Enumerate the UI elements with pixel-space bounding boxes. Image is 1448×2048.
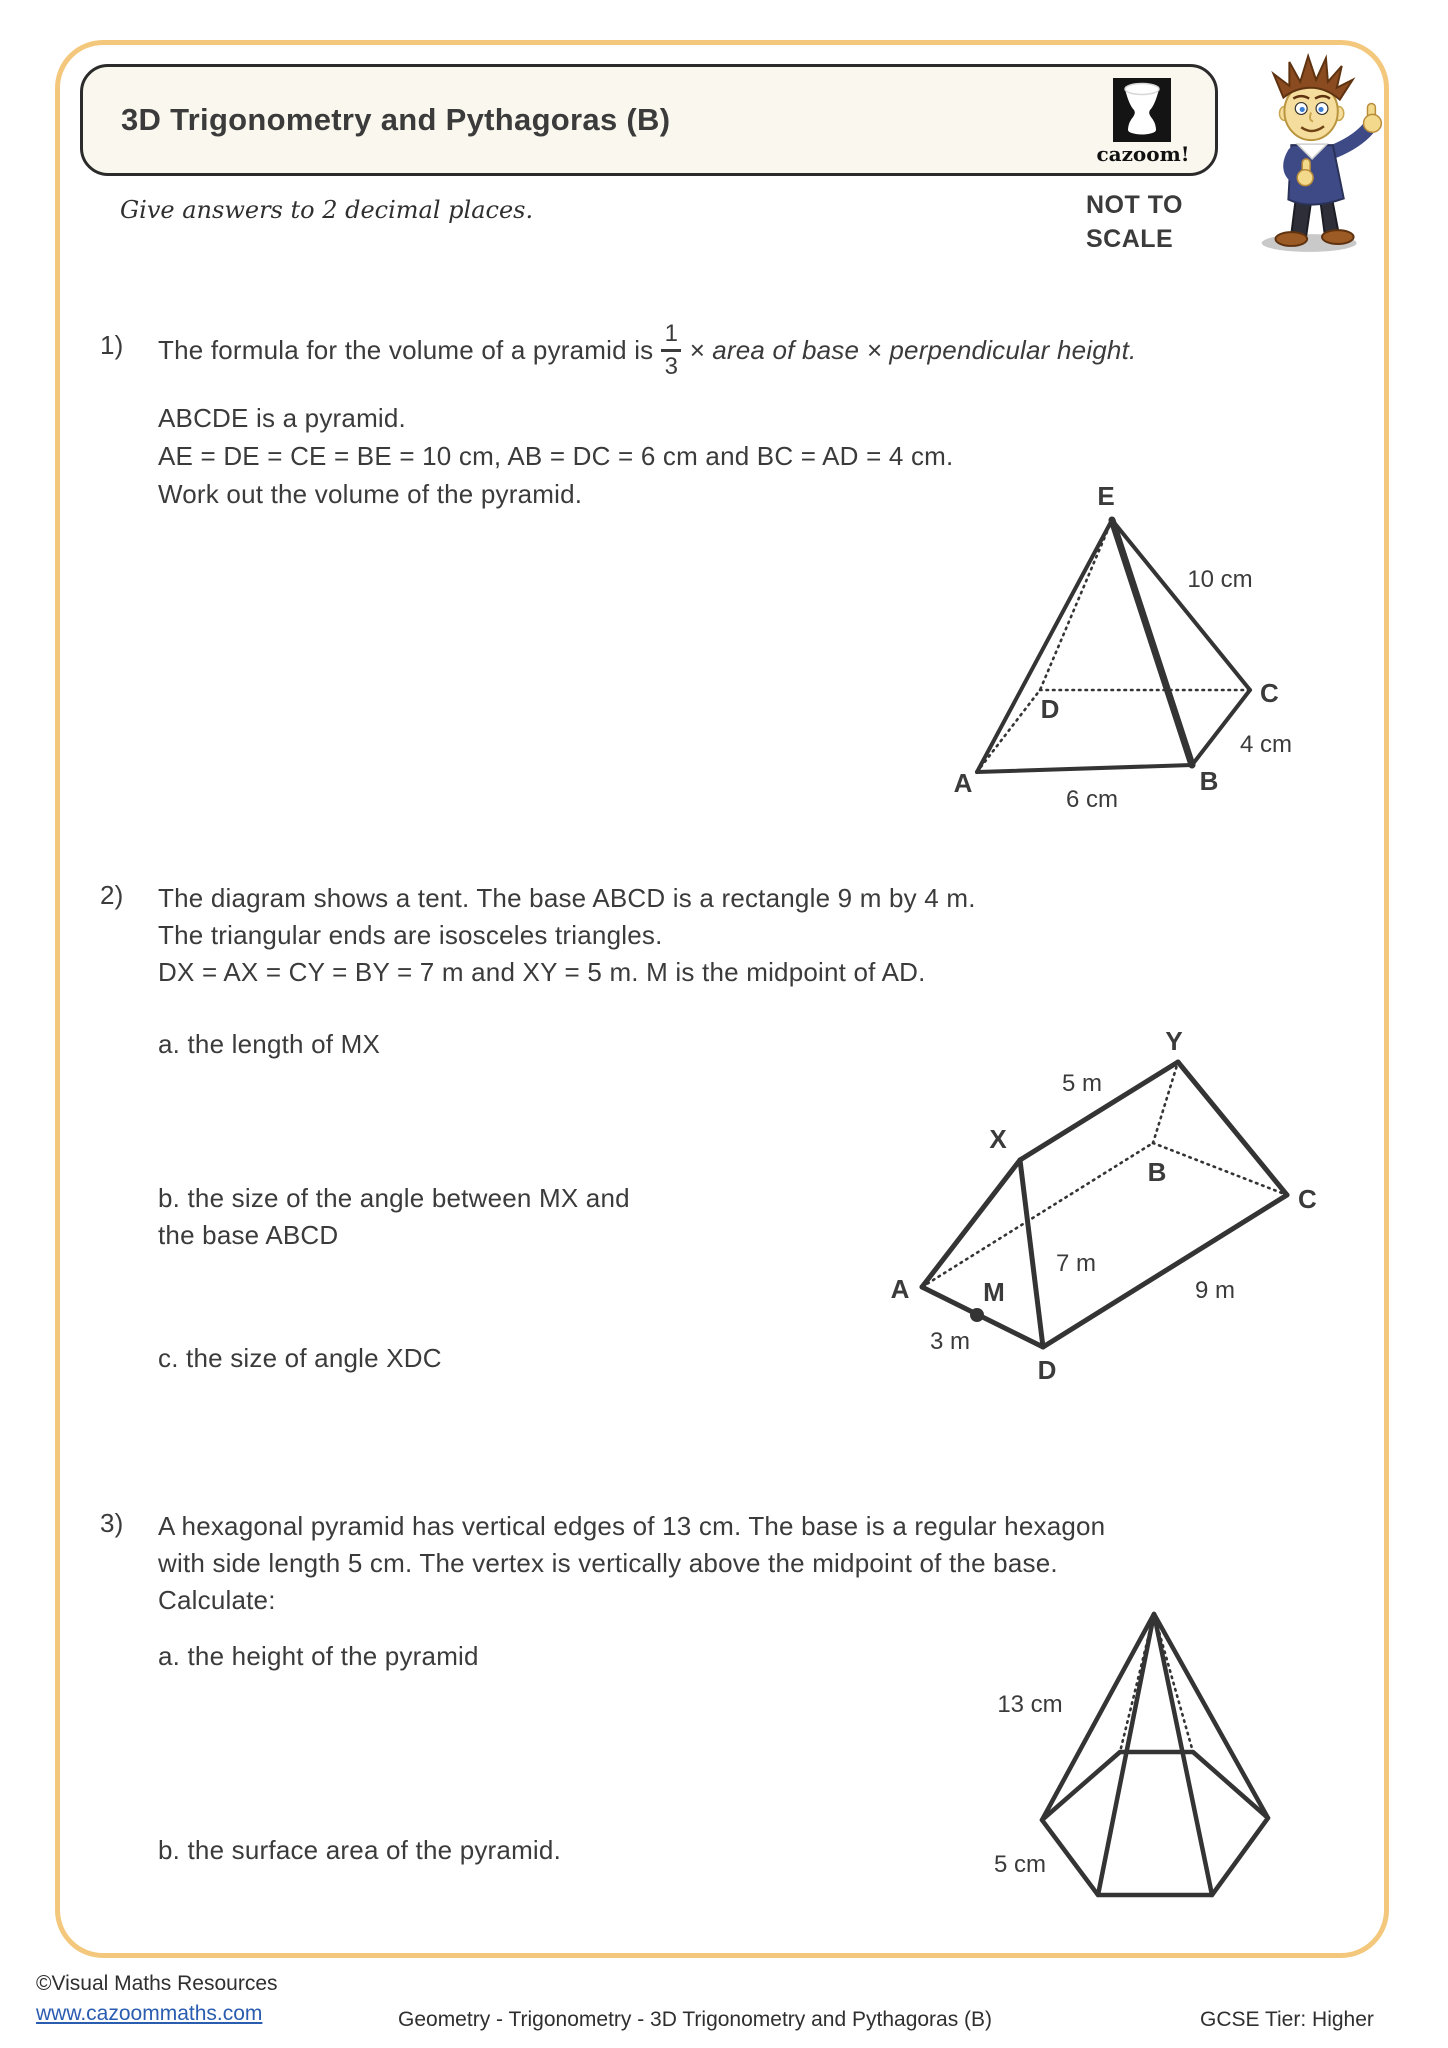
q2-line2: The triangular ends are isosceles triangles. — [158, 920, 663, 950]
q2-vertex-d-label: D — [1037, 1355, 1057, 1385]
instruction-text: Give answers to 2 decimal places. — [120, 196, 534, 224]
q2-part-b-line1: b. the size of the angle between MX and — [158, 1183, 630, 1213]
q1-solid-edges — [977, 520, 1253, 772]
q1-vertex-b-label: B — [1199, 766, 1219, 796]
q2-edge-xy-label: 5 m — [1061, 1070, 1103, 1097]
q2-vertex-y-label: Y — [1165, 1026, 1183, 1056]
fraction-one-third — [661, 322, 681, 379]
q2-part-b-line2: the base ABCD — [158, 1220, 339, 1250]
fraction-denominator: 3 — [664, 353, 679, 380]
q1-vertex-c-label: C — [1260, 678, 1279, 708]
q2-edge-am-label: 3 m — [929, 1328, 971, 1355]
q2-line1: The diagram shows a tent. The base ABCD is a rectangle 9 m by 4 m. — [158, 883, 976, 913]
q1-line3: AE = DE = CE = BE = 10 cm, AB = DC = 6 cm and BC = AD = 4 cm. — [158, 441, 954, 471]
q2-edge-xd-label: 7 m — [1055, 1250, 1097, 1277]
not-to-scale-line2: SCALE — [1086, 225, 1174, 253]
q2-tent-diagram — [880, 1015, 1340, 1400]
q1-vertex-a-label: A — [953, 768, 973, 798]
q2-part-c: c. the size of angle XDC — [158, 1343, 442, 1373]
q1-edge-ab-label: 6 cm — [1065, 786, 1119, 813]
mascot-character — [1232, 46, 1410, 258]
footer-website-link[interactable]: www.cazoommaths.com — [36, 2002, 263, 2025]
q3-line3: Calculate: — [158, 1585, 276, 1615]
q1-edge-bc-label: 4 cm — [1239, 731, 1293, 758]
q3-part-b: b. the surface area of the pyramid. — [158, 1835, 561, 1865]
page-title: 3D Trigonometry and Pythagoras (B) — [121, 102, 671, 137]
q1-intro-line — [158, 322, 1136, 379]
q2-vertex-x-label: X — [989, 1124, 1007, 1154]
q3-line1: A hexagonal pyramid has vertical edges of 13 cm. The base is a regular hexagon — [158, 1511, 1106, 1541]
q2-number: 2) — [100, 880, 124, 910]
footer-tier-label: GCSE Tier: Higher — [1200, 2008, 1374, 2031]
q2-vertex-b-label: B — [1147, 1157, 1167, 1187]
q2-midpoint-m-dot — [970, 1308, 984, 1322]
q2-edge-dc-label: 9 m — [1194, 1277, 1236, 1304]
q1-line4: Work out the volume of the pyramid. — [158, 479, 583, 509]
q3-slant-edge-label: 13 cm — [997, 1691, 1063, 1718]
q2-line3: DX = AX = CY = BY = 7 m and XY = 5 m. M is the midpoint of AD. — [158, 957, 926, 987]
q3-solid-edges — [1042, 1614, 1268, 1895]
not-to-scale-note — [1086, 188, 1183, 256]
q3-number: 3) — [100, 1508, 124, 1538]
q1-vertex-e-label: E — [1097, 481, 1115, 511]
cazoom-logo-icon — [1113, 78, 1171, 142]
q1-hidden-edges — [977, 520, 1253, 772]
q1-number: 1) — [100, 330, 124, 360]
not-to-scale-line1: NOT TO — [1086, 191, 1183, 219]
title-box — [80, 64, 1218, 176]
q1-vertex-d-label: D — [1040, 694, 1060, 724]
footer-copyright: ©Visual Maths Resources — [36, 1972, 278, 1995]
q1-edge-ec-label: 10 cm — [1187, 566, 1253, 593]
q1-intro-post: × area of base × perpendicular height. — [689, 335, 1137, 365]
q3-line2: with side length 5 cm. The vertex is vertically above the midpoint of the base. — [158, 1548, 1058, 1578]
q3-part-a: a. the height of the pyramid — [158, 1641, 479, 1671]
q1-line2: ABCDE is a pyramid. — [158, 403, 406, 433]
q2-solid-edges — [922, 1062, 1287, 1347]
q1-intro-pre: The formula for the volume of a pyramid is — [158, 335, 654, 365]
cazoom-logo-text: cazoom! — [1096, 142, 1190, 166]
q2-part-a: a. the length of MX — [158, 1029, 381, 1059]
q3-base-edge-label: 5 cm — [993, 1851, 1047, 1878]
q2-point-m-label: M — [983, 1277, 1005, 1307]
q3-hexagonal-pyramid-diagram — [955, 1598, 1305, 1938]
q1-pyramid-diagram — [930, 460, 1350, 830]
footer-breadcrumb: Geometry - Trigonometry - 3D Trigonometry and Pythagoras (B) — [398, 2008, 993, 2031]
q2-vertex-a-label: A — [890, 1274, 910, 1304]
fraction-numerator: 1 — [664, 320, 679, 347]
q2-vertex-c-label: C — [1298, 1184, 1317, 1214]
q2-hidden-edges — [922, 1062, 1287, 1287]
